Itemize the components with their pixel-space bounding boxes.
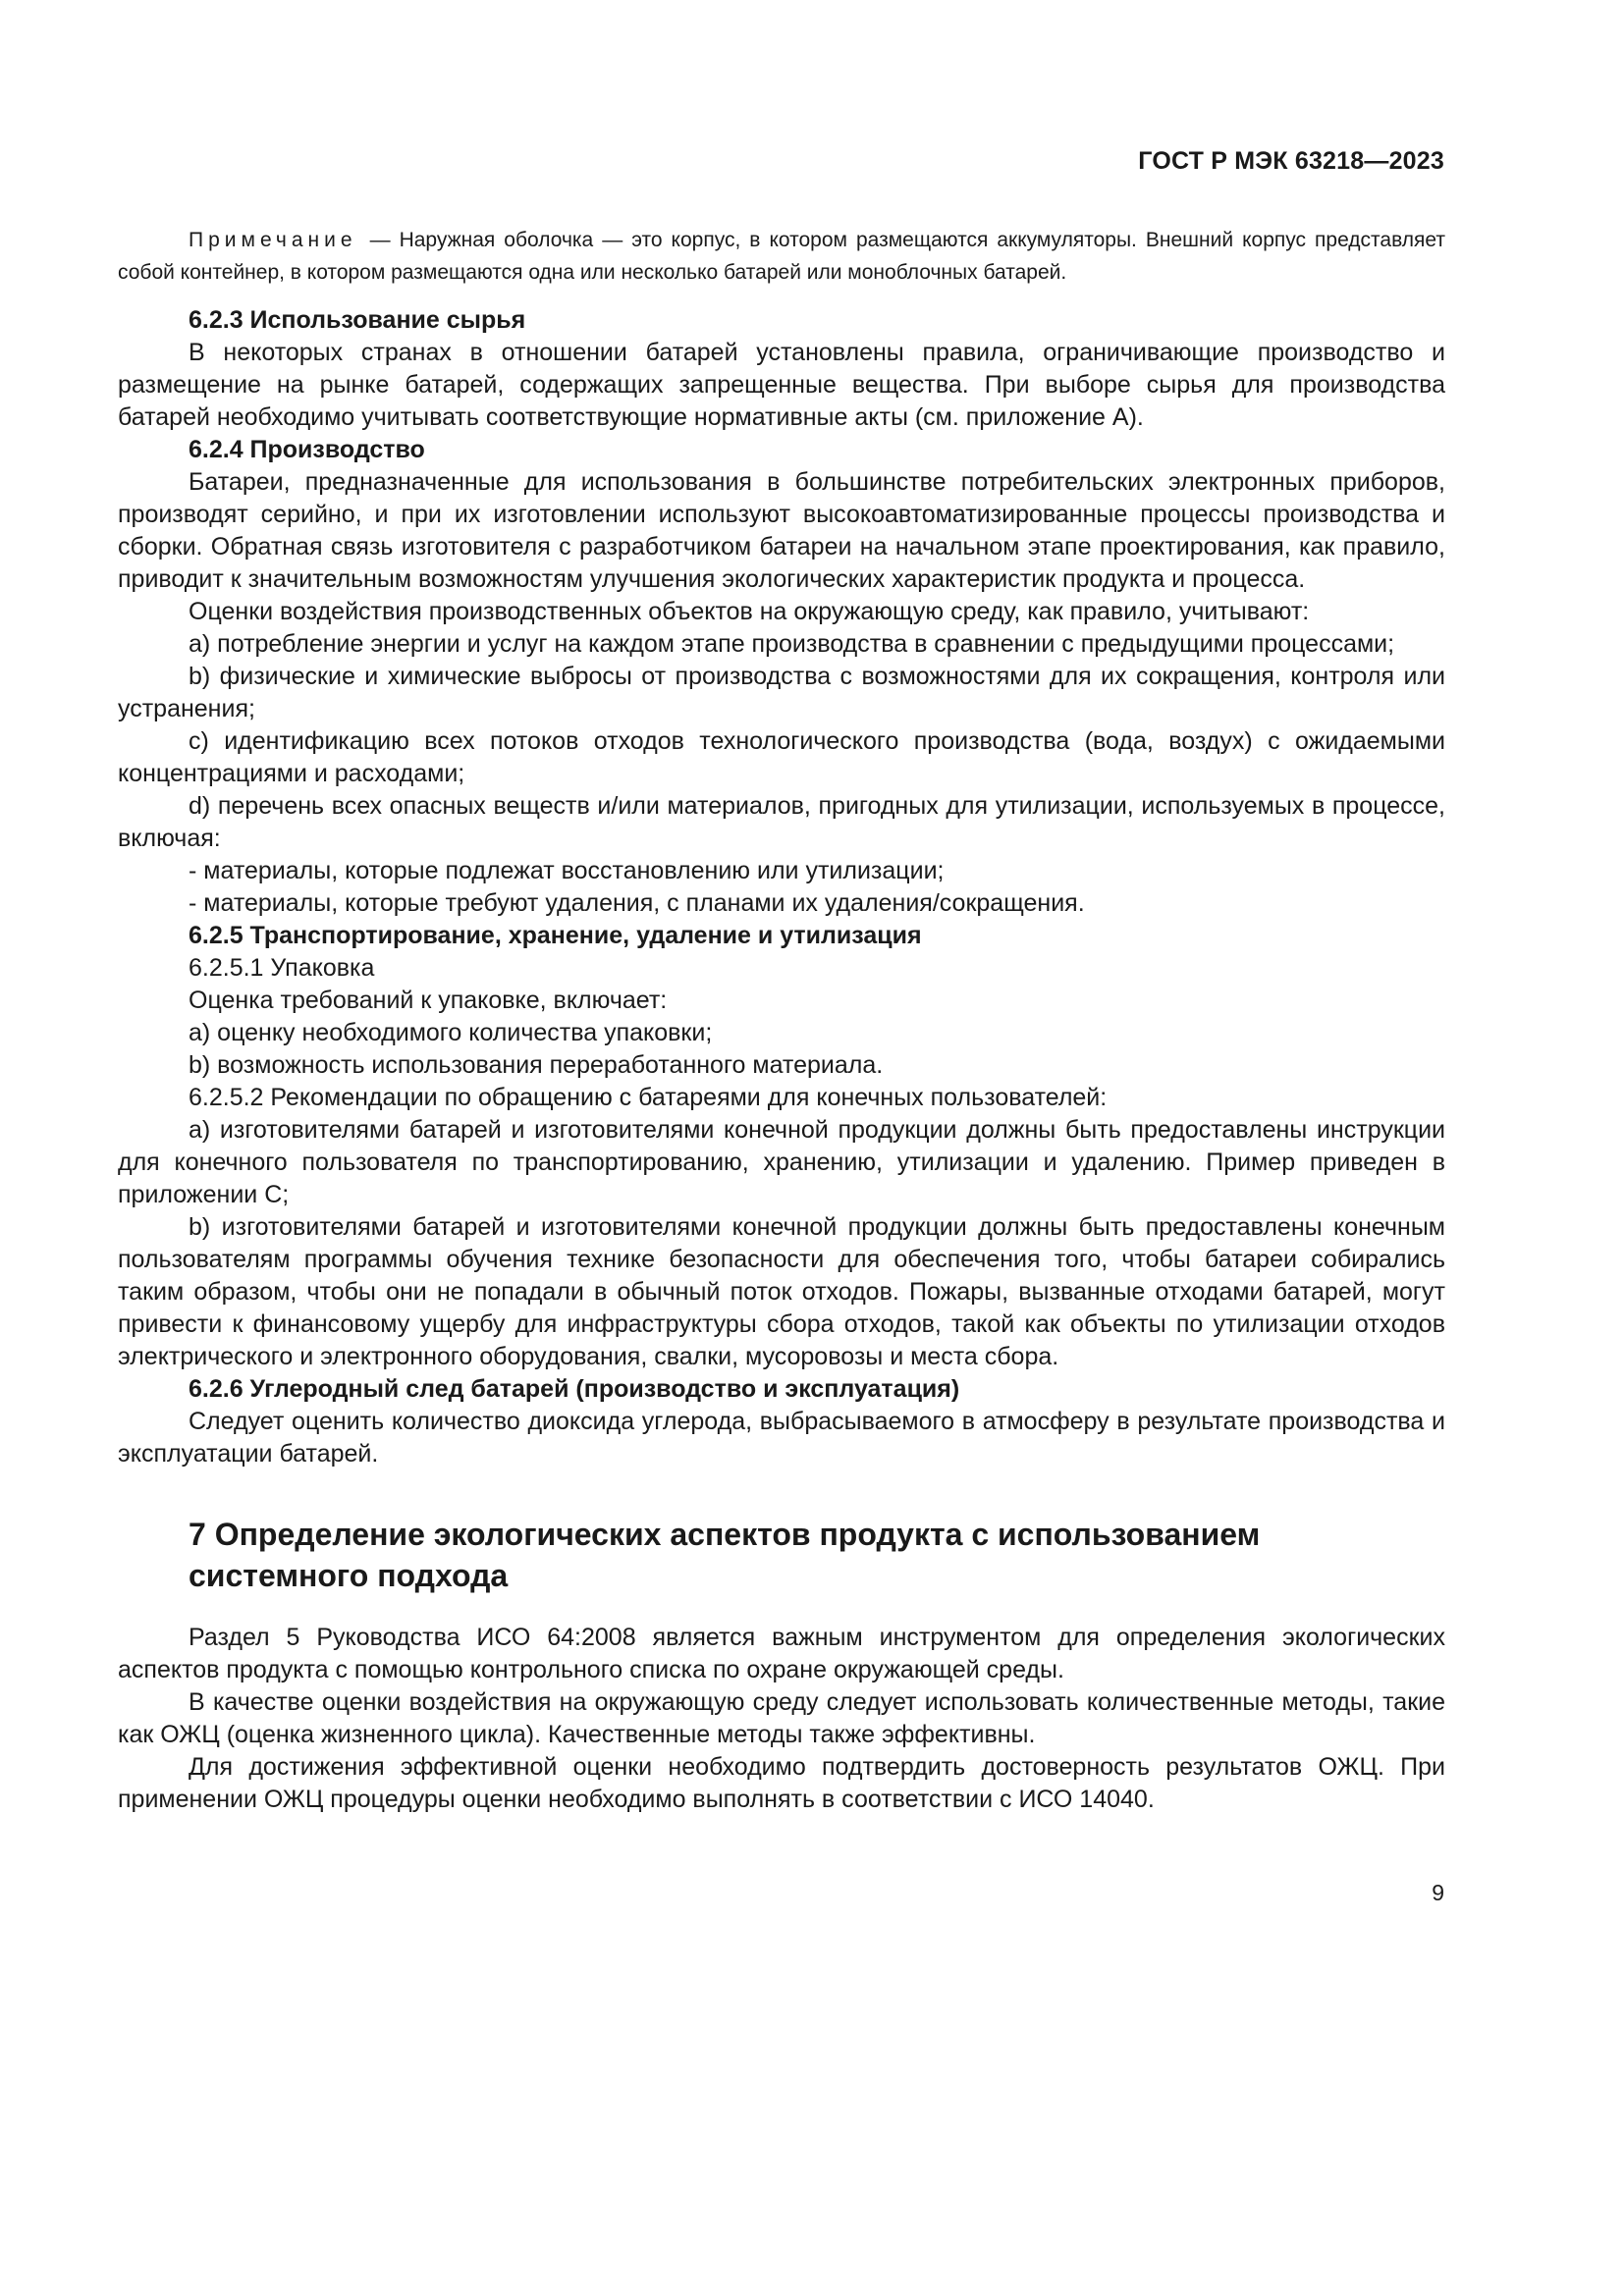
subsection-heading: 6.2.5 Транспортирование, хранение, удаление и утилизация <box>189 922 922 949</box>
body-paragraph: Оценки воздействия производственных объектов на окружающую среду, как правило, учитывают: <box>189 598 1310 625</box>
note-label: Примечание <box>189 229 357 251</box>
subsection-blocks <box>118 304 1445 1470</box>
body-paragraph: b) физические и химические выбросы от производства с возможностями для их сокращения, контроля или устранения; <box>118 663 1445 722</box>
body-paragraph: d) перечень всех опасных веществ и/или материалов, пригодных для утилизации, используемых в процессе, включая: <box>118 792 1445 852</box>
body-paragraph: - материалы, которые требуют удаления, с планами их удаления/сокращения. <box>189 889 1085 917</box>
note-paragraph <box>118 224 1445 289</box>
section-7-title: 7 Определение экологических аспектов продукта с использованием системного подхода <box>189 1517 1261 1593</box>
body-paragraph: - материалы, которые подлежат восстановлению или утилизации; <box>189 857 945 884</box>
body-paragraph: Оценка требований к упаковке, включает: <box>189 987 668 1014</box>
body-paragraph: a) изготовителями батарей и изготовителями конечной продукции должны быть предоставлены инструкции для конечного пользователя по транспортированию, хранению, утилизации и удалению. Пример приведен в приложении С; <box>118 1116 1445 1208</box>
body-paragraph: c) идентификацию всех потоков отходов технологического производства (вода, воздух) с ожидаемыми концентрациями и расходами; <box>118 727 1445 787</box>
body-paragraph: Следует оценить количество диоксида углерода, выбрасываемого в атмосферу в результате производства и эксплуатации батарей. <box>118 1408 1445 1468</box>
page-number: 9 <box>1432 1880 1444 1905</box>
subsection-heading: 6.2.4 Производство <box>189 436 425 463</box>
body-paragraph: a) оценку необходимого количества упаковки; <box>189 1019 713 1046</box>
body-paragraph: a) потребление энергии и услуг на каждом этапе производства в сравнении с предыдущими процессами; <box>189 630 1395 658</box>
body-paragraph: Батареи, предназначенные для использования в большинстве потребительских электронных приборов, производят серийно, и при их изготовлении используют высокоавтоматизированные процессы производства и сборки. Обратная связь изготовителя с разработчиком батареи на начальном этапе проектирования, как правило, приводит к значительным возможностям улучшения экологических характеристик продукта и процесса. <box>118 468 1445 593</box>
section-7-paragraph: Раздел 5 Руководства ИСО 64:2008 является важным инструментом для определения экологических аспектов продукта с помощью контрольного списка по охране окружающей среды. <box>118 1624 1445 1683</box>
subsection-heading: 6.2.6 Углеродный след батарей (производство и эксплуатация) <box>189 1375 960 1403</box>
body-paragraph: 6.2.5.1 Упаковка <box>189 954 375 982</box>
body-paragraph: b) изготовителями батарей и изготовителями конечной продукции должны быть предоставлены конечным пользователям программы обучения технике безопасности для обеспечения того, чтобы батареи собирались таким образом, чтобы они не попадали в обычный поток отходов. Пожары, вызванные отходами батарей, могут привести к финансовому ущербу для инфраструктуры сбора отходов, такой как объекты по утилизации отходов электрического и электронного оборудования, свалки, мусоровозы и места сбора. <box>118 1213 1445 1370</box>
body-paragraph: 6.2.5.2 Рекомендации по обращению с батареями для конечных пользователей: <box>189 1084 1108 1111</box>
document-body <box>118 224 1445 1816</box>
section-7-paragraph: В качестве оценки воздействия на окружающую среду следует использовать количественные методы, такие как ОЖЦ (оценка жизненного цикла). Качественные методы также эффективны. <box>118 1688 1445 1748</box>
section-7-paragraph: Для достижения эффективной оценки необходимо подтвердить достоверность результатов ОЖЦ. При применении ОЖЦ процедуры оценки необходимо выполнять в соответствии с ИСО 14040. <box>118 1753 1445 1813</box>
document-header: ГОСТ Р МЭК 63218—2023 <box>1138 147 1444 175</box>
subsection-heading: 6.2.3 Использование сырья <box>189 306 526 334</box>
body-paragraph: b) возможность использования переработанного материала. <box>189 1051 884 1079</box>
body-paragraph: В некоторых странах в отношении батарей установлены правила, ограничивающие производство и размещение на рынке батарей, содержащих запрещенные вещества. При выборе сырья для производства батарей необходимо учитывать соответствующие нормативные акты (см. приложение А). <box>118 339 1445 431</box>
note-text: — Наружная оболочка — это корпус, в котором размещаются аккумуляторы. Внешний корпус представляет собой контейнер, в котором размещаются одна или несколько батарей или моноблочных батарей. <box>118 229 1445 284</box>
